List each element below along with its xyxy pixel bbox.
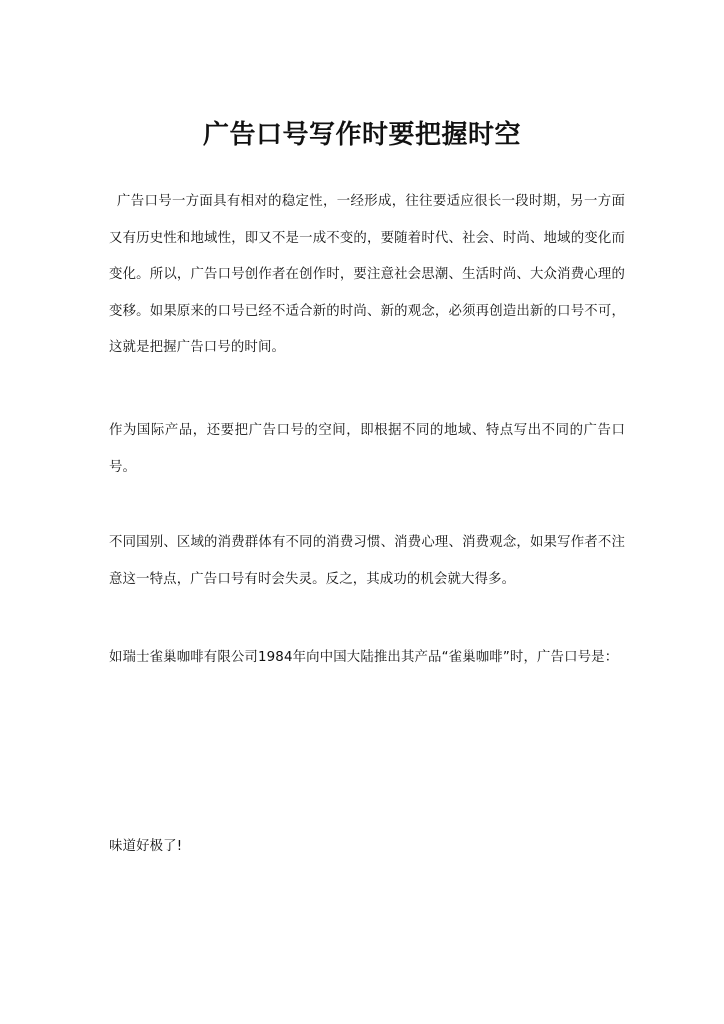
paragraph-nescafe-example: 如瑞士雀巢咖啡有限公司1984年向中国大陆推出其产品“雀巢咖啡”时，广告口号是： [109, 650, 619, 665]
paragraph-regional-differences: 不同国别、区域的消费群体有不同的消费习惯、消费心理、消费观念，如果写作者不注意这一特点，广告口号有时会失灵。反之，其成功的机会就大得多。 [109, 535, 625, 587]
paragraph-space: 作为国际产品，还要把广告口号的空间，即根据不同的地域、特点写出不同的广告口号。 [109, 423, 625, 475]
paragraph-time: 广告口号一方面具有相对的稳定性，一经形成，往往要适应很长一段时期，另一方面又有历史性和地域性，即又不是一成不变的，要随着时代、社会、时尚、地域的变化而变化。所以，广告口号创作者在创作时，要注意社会思潮、生活时尚、大众消费心理的变移。如果原来的口号已经不适合新的时尚、新的观念，必须再创造出新的口号不可，这就是把握广告口号的时间。 [109, 194, 625, 355]
paragraph-slogan: 味道好极了! [109, 839, 183, 854]
document-title: 广告口号写作时要把握时空 [202, 120, 521, 151]
